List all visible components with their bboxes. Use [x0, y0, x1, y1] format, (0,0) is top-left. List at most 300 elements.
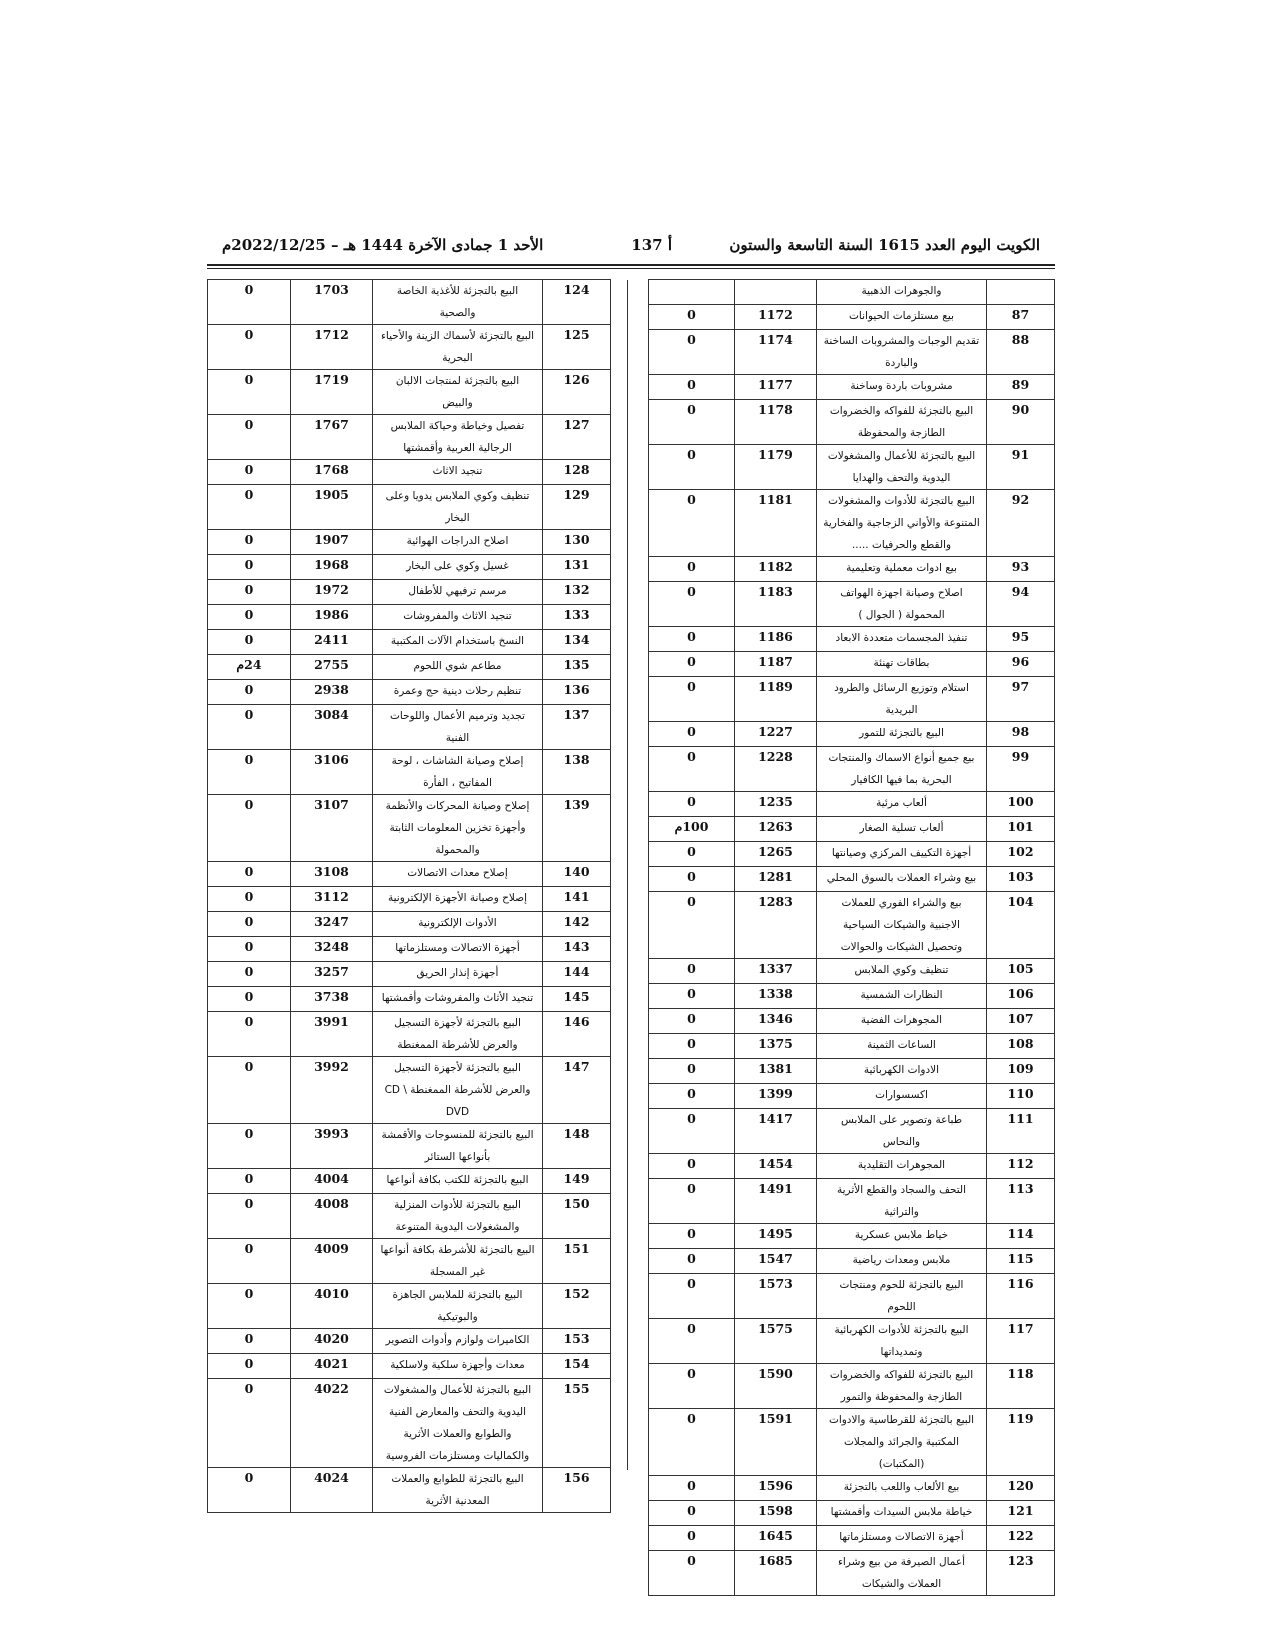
- table-row: [208, 962, 611, 987]
- serial-number: 124: [543, 280, 611, 325]
- fee-value: 0: [649, 330, 735, 375]
- activity-name: البيع بالتجزئة للملابس الجاهزة والبوتيكية: [373, 1284, 543, 1329]
- activity-name: الادوات الكهربائية: [817, 1059, 987, 1084]
- table-row: [649, 1059, 1055, 1084]
- activity-code: 1172: [735, 305, 817, 330]
- fee-value: 0: [208, 1012, 291, 1057]
- table-row: [649, 984, 1055, 1009]
- activity-code: 1187: [735, 652, 817, 677]
- table-row: [649, 817, 1055, 842]
- activity-code: 3993: [291, 1124, 373, 1169]
- activity-code: 1575: [735, 1319, 817, 1364]
- serial-number: 130: [543, 530, 611, 555]
- activity-code: 1179: [735, 445, 817, 490]
- table-row: [649, 280, 1055, 305]
- fee-value: [649, 280, 735, 305]
- activity-code: 4020: [291, 1329, 373, 1354]
- activity-name: المجوهرات الفضية: [817, 1009, 987, 1034]
- serial-number: 97: [987, 677, 1055, 722]
- fee-value: 0: [649, 1364, 735, 1409]
- table-row: [208, 1169, 611, 1194]
- activity-name: تنفيذ المجسمات متعددة الابعاد: [817, 627, 987, 652]
- fee-value: 0: [208, 962, 291, 987]
- fee-value: 0: [649, 1034, 735, 1059]
- table-row: [208, 1354, 611, 1379]
- activity-code: 1491: [735, 1179, 817, 1224]
- serial-number: 154: [543, 1354, 611, 1379]
- activity-name: تنجيد الاثاث: [373, 460, 543, 485]
- table-row: [649, 375, 1055, 400]
- fee-value: 0: [208, 325, 291, 370]
- fee-value: 0: [208, 705, 291, 750]
- serial-number: 155: [543, 1379, 611, 1468]
- table-row: [208, 460, 611, 485]
- table-row: [208, 580, 611, 605]
- activity-code: 1346: [735, 1009, 817, 1034]
- activity-code: 4010: [291, 1284, 373, 1329]
- serial-number: 120: [987, 1476, 1055, 1501]
- activity-code: 3992: [291, 1057, 373, 1124]
- page-header: [222, 236, 1040, 266]
- table-row: [208, 630, 611, 655]
- activity-name: بيع الألعاب واللعب بالتجزئة: [817, 1476, 987, 1501]
- activity-code: 1399: [735, 1084, 817, 1109]
- serial-number: 106: [987, 984, 1055, 1009]
- fee-value: 0: [649, 652, 735, 677]
- fee-value: 0: [208, 280, 291, 325]
- fee-value: 0: [208, 1329, 291, 1354]
- fee-value: 0: [208, 370, 291, 415]
- activity-code: 4022: [291, 1379, 373, 1468]
- fee-value: 0: [208, 795, 291, 862]
- activity-code: 4004: [291, 1169, 373, 1194]
- table-row: [649, 747, 1055, 792]
- activity-name: ألعاب تسلية الصغار: [817, 817, 987, 842]
- activity-code: 3106: [291, 750, 373, 795]
- fee-value: 0: [649, 1526, 735, 1551]
- serial-number: 114: [987, 1224, 1055, 1249]
- table-row: [208, 280, 611, 325]
- fee-value: 0: [208, 987, 291, 1012]
- activity-name: تنجيد الأثاث والمفروشات وأقمشتها: [373, 987, 543, 1012]
- activity-code: 1183: [735, 582, 817, 627]
- activity-code: 2755: [291, 655, 373, 680]
- activity-code: 1596: [735, 1476, 817, 1501]
- table-row: [649, 1551, 1055, 1596]
- activity-name: والجوهرات الذهبية: [817, 280, 987, 305]
- activity-code: 1768: [291, 460, 373, 485]
- activity-name: البيع بالتجزئة للأدوات المنزلية والمشغولات اليدوية المتنوعة: [373, 1194, 543, 1239]
- table-row: [649, 677, 1055, 722]
- activity-code: 1591: [735, 1409, 817, 1476]
- table-row: [208, 987, 611, 1012]
- fee-value: 0: [649, 1274, 735, 1319]
- activity-code: 3257: [291, 962, 373, 987]
- fee-value: 0: [649, 722, 735, 747]
- fee-value: 0: [649, 1319, 735, 1364]
- table-row: [208, 1379, 611, 1468]
- activity-name: تقديم الوجبات والمشروبات الساخنة والباردة: [817, 330, 987, 375]
- serial-number: 109: [987, 1059, 1055, 1084]
- table-row: [649, 1154, 1055, 1179]
- serial-number: 116: [987, 1274, 1055, 1319]
- activity-code: 1228: [735, 747, 817, 792]
- activity-code: 1703: [291, 280, 373, 325]
- table-row: [649, 1501, 1055, 1526]
- table-row: [208, 370, 611, 415]
- fee-value: 0: [208, 1284, 291, 1329]
- serial-number: 127: [543, 415, 611, 460]
- activity-code: 1986: [291, 605, 373, 630]
- activity-name: تنظيف وكوي الملابس: [817, 959, 987, 984]
- activity-code: 4009: [291, 1239, 373, 1284]
- table-row: [649, 892, 1055, 959]
- serial-number: 150: [543, 1194, 611, 1239]
- fee-value: 0: [208, 1379, 291, 1468]
- activity-code: 3107: [291, 795, 373, 862]
- header-rule-thin: [207, 268, 1055, 269]
- fee-value: 0: [208, 937, 291, 962]
- fee-value: 0: [649, 959, 735, 984]
- table-row: [649, 842, 1055, 867]
- activity-code: 3738: [291, 987, 373, 1012]
- serial-number: 101: [987, 817, 1055, 842]
- serial-number: 148: [543, 1124, 611, 1169]
- gazette-issue-title: الكويت اليوم العدد 1615 السنة التاسعة والستون: [729, 236, 1040, 254]
- activity-code: 1590: [735, 1364, 817, 1409]
- activity-code: 3248: [291, 937, 373, 962]
- activity-name: إصلاح وصيانة الشاشات ، لوحة المفاتيح ، الفأرة: [373, 750, 543, 795]
- serial-number: 113: [987, 1179, 1055, 1224]
- activity-code: 1645: [735, 1526, 817, 1551]
- activity-name: أجهزة الاتصالات ومستلزماتها: [817, 1526, 987, 1551]
- fee-value: 0: [649, 445, 735, 490]
- activity-name: البيع بالتجزئة للأدوات الكهربائية وتمديداتها: [817, 1319, 987, 1364]
- table-row: [649, 1274, 1055, 1319]
- activity-code: 1189: [735, 677, 817, 722]
- table-row: [208, 605, 611, 630]
- activity-code: [735, 280, 817, 305]
- table-row: [649, 1084, 1055, 1109]
- serial-number: 143: [543, 937, 611, 962]
- serial-number: 151: [543, 1239, 611, 1284]
- fee-value: 0: [649, 842, 735, 867]
- fee-value: 0: [208, 1169, 291, 1194]
- serial-number: 140: [543, 862, 611, 887]
- fee-value: 0: [649, 557, 735, 582]
- fee-value: 0: [649, 375, 735, 400]
- serial-number: 135: [543, 655, 611, 680]
- activity-name: البيع بالتجزئة للتمور: [817, 722, 987, 747]
- table-row: [208, 655, 611, 680]
- activity-code: 1177: [735, 375, 817, 400]
- activity-code: 1712: [291, 325, 373, 370]
- fee-value: 0: [208, 750, 291, 795]
- activity-code: 1227: [735, 722, 817, 747]
- activity-code: 1375: [735, 1034, 817, 1059]
- table-row: [208, 912, 611, 937]
- table-row: [208, 862, 611, 887]
- table-row: [649, 652, 1055, 677]
- serial-number: 121: [987, 1501, 1055, 1526]
- activity-name: البيع بالتجزئة لأجهزة التسجيل والعرض للأشرطة الممغنطة: [373, 1012, 543, 1057]
- activity-code: 1968: [291, 555, 373, 580]
- table-row: [649, 1526, 1055, 1551]
- serial-number: 149: [543, 1169, 611, 1194]
- serial-number: 137: [543, 705, 611, 750]
- fee-value: 0: [208, 887, 291, 912]
- fee-value: 0: [649, 984, 735, 1009]
- serial-number: 152: [543, 1284, 611, 1329]
- fee-value: 0: [649, 400, 735, 445]
- activity-name: البيع بالتجزئة لمنتجات الالبان والبيض: [373, 370, 543, 415]
- serial-number: 147: [543, 1057, 611, 1124]
- activity-name: البيع بالتجزئة لأجهزة التسجيل والعرض للأشرطة الممغنطة \ CD DVD: [373, 1057, 543, 1124]
- fee-value: 0: [208, 630, 291, 655]
- table-row: [208, 1239, 611, 1284]
- fee-value: 0: [649, 582, 735, 627]
- table-row: [208, 705, 611, 750]
- serial-number: 138: [543, 750, 611, 795]
- activity-name: الأدوات الإلكترونية: [373, 912, 543, 937]
- table-row: [208, 530, 611, 555]
- fee-value: 0: [649, 747, 735, 792]
- table-row: [208, 1057, 611, 1124]
- serial-number: 142: [543, 912, 611, 937]
- table-row: [649, 1224, 1055, 1249]
- activity-code: 1181: [735, 490, 817, 557]
- activity-name: اصلاح وصيانة اجهزة الهواتف المحمولة ( الجوال ): [817, 582, 987, 627]
- activity-code: 1283: [735, 892, 817, 959]
- serial-number: 134: [543, 630, 611, 655]
- serial-number: 102: [987, 842, 1055, 867]
- fee-value: 0: [649, 305, 735, 330]
- fee-value: 0: [649, 490, 735, 557]
- activity-name: النظارات الشمسية: [817, 984, 987, 1009]
- activity-name: البيع بالتجزئة للأغذية الخاصة والصحية: [373, 280, 543, 325]
- fee-value: 0: [649, 1154, 735, 1179]
- activity-name: النسخ باستخدام الآلات المكتبية: [373, 630, 543, 655]
- serial-number: 95: [987, 627, 1055, 652]
- activity-name: معدات وأجهزة سلكية ولاسلكية: [373, 1354, 543, 1379]
- activity-name: طباعة وتصوير على الملابس والنحاس: [817, 1109, 987, 1154]
- fee-value: 0: [208, 530, 291, 555]
- fee-value: 0: [649, 1059, 735, 1084]
- table-row: [649, 1319, 1055, 1364]
- activity-name: تنظيم رحلات دينية حج وعمرة: [373, 680, 543, 705]
- fee-value: 100م: [649, 817, 735, 842]
- serial-number: 131: [543, 555, 611, 580]
- serial-number: 105: [987, 959, 1055, 984]
- activity-code: 3991: [291, 1012, 373, 1057]
- activity-name: البيع بالتجزئة للأعمال والمشغولات اليدوية والتحف والهدايا: [817, 445, 987, 490]
- fee-value: 0: [649, 892, 735, 959]
- serial-number: 117: [987, 1319, 1055, 1364]
- table-row: [649, 305, 1055, 330]
- activity-name: البيع بالتجزئة للأعمال والمشغولات اليدوية والتحف والمعارض الفنية والطوابع والعملات الأثرية والكماليات ومستلزمات الفروسية: [373, 1379, 543, 1468]
- activity-name: ألعاب مرئية: [817, 792, 987, 817]
- activity-code: 1547: [735, 1249, 817, 1274]
- table-row: [208, 325, 611, 370]
- serial-number: 133: [543, 605, 611, 630]
- fee-value: 0: [649, 1224, 735, 1249]
- table-row: [208, 415, 611, 460]
- serial-number: 98: [987, 722, 1055, 747]
- fee-value: 0: [208, 485, 291, 530]
- activity-name: خياط ملابس عسكرية: [817, 1224, 987, 1249]
- activity-name: البيع بالتجزئة للفواكه والخضروات الطازجة والمحفوظة: [817, 400, 987, 445]
- activity-code: 2938: [291, 680, 373, 705]
- fee-value: 0: [649, 1551, 735, 1596]
- serial-number: 99: [987, 747, 1055, 792]
- serial-number: 128: [543, 460, 611, 485]
- table-row: [649, 722, 1055, 747]
- serial-number: 139: [543, 795, 611, 862]
- activity-name: البيع بالتجزئة للحوم ومنتجات اللحوم: [817, 1274, 987, 1319]
- activity-code: 1598: [735, 1501, 817, 1526]
- column-separator: [627, 280, 628, 1470]
- activity-code: 1178: [735, 400, 817, 445]
- serial-number: 107: [987, 1009, 1055, 1034]
- activity-name: البيع بالتجزئة للأشرطة بكافة أنواعها غير المسجلة: [373, 1239, 543, 1284]
- activity-name: تفصيل وخياطة وحياكة الملابس الرجالية العربية وأقمشتها: [373, 415, 543, 460]
- serial-number: 87: [987, 305, 1055, 330]
- serial-number: 122: [987, 1526, 1055, 1551]
- fee-value: 0: [208, 555, 291, 580]
- activity-code: 1182: [735, 557, 817, 582]
- activity-name: مطاعم شوي اللحوم: [373, 655, 543, 680]
- serial-number: 153: [543, 1329, 611, 1354]
- activity-name: مرسم ترفيهي للأطفال: [373, 580, 543, 605]
- table-row: [208, 555, 611, 580]
- fee-value: 24م: [208, 655, 291, 680]
- activity-name: أجهزة الاتصالات ومستلزماتها: [373, 937, 543, 962]
- serial-number: 132: [543, 580, 611, 605]
- activity-name: اصلاح الدراجات الهوائية: [373, 530, 543, 555]
- table-row: [649, 1409, 1055, 1476]
- serial-number: 104: [987, 892, 1055, 959]
- table-row: [208, 1468, 611, 1513]
- activity-code: 1685: [735, 1551, 817, 1596]
- activity-code: 1417: [735, 1109, 817, 1154]
- table-row: [208, 1012, 611, 1057]
- serial-number: 144: [543, 962, 611, 987]
- activity-name: بيع والشراء الفوري للعملات الاجنبية والشيكات السياحية وتحصيل الشيكات والحوالات: [817, 892, 987, 959]
- activity-name: تجديد وترميم الأعمال واللوحات الفنية: [373, 705, 543, 750]
- activity-name: أعمال الصيرفة من بيع وشراء العملات والشيكات: [817, 1551, 987, 1596]
- activity-code: 1495: [735, 1224, 817, 1249]
- activity-code: 1719: [291, 370, 373, 415]
- table-row: [649, 1009, 1055, 1034]
- page-number: أ 137: [631, 236, 672, 254]
- fee-value: 0: [208, 415, 291, 460]
- table-row: [649, 1364, 1055, 1409]
- table-row: [649, 330, 1055, 375]
- activity-name: البيع بالتجزئة للكتب بكافة أنواعها: [373, 1169, 543, 1194]
- activity-code: 1281: [735, 867, 817, 892]
- activity-code: 1767: [291, 415, 373, 460]
- serial-number: 92: [987, 490, 1055, 557]
- activity-name: بيع وشراء العملات بالسوق المحلي: [817, 867, 987, 892]
- table-row: [208, 1194, 611, 1239]
- activity-name: إصلاح معدات الاتصالات: [373, 862, 543, 887]
- serial-number: 94: [987, 582, 1055, 627]
- activity-code: 1235: [735, 792, 817, 817]
- serial-number: 111: [987, 1109, 1055, 1154]
- activity-code: 3108: [291, 862, 373, 887]
- table-row: [649, 582, 1055, 627]
- table-row: [649, 1109, 1055, 1154]
- serial-number: 112: [987, 1154, 1055, 1179]
- serial-number: 110: [987, 1084, 1055, 1109]
- serial-number: 146: [543, 1012, 611, 1057]
- table-row: [649, 792, 1055, 817]
- activity-code: 1174: [735, 330, 817, 375]
- table-row: [649, 445, 1055, 490]
- fee-value: 0: [649, 1249, 735, 1274]
- serial-number: 93: [987, 557, 1055, 582]
- activity-name: أجهزة إنذار الحريق: [373, 962, 543, 987]
- activity-name: خياطة ملابس السيدات وأقمشتها: [817, 1501, 987, 1526]
- serial-number: 115: [987, 1249, 1055, 1274]
- fee-value: 0: [208, 1239, 291, 1284]
- activity-name: أجهزة التكييف المركزي وصيانتها: [817, 842, 987, 867]
- activity-name: بيع مستلزمات الحيوانات: [817, 305, 987, 330]
- activity-name: استلام وتوزيع الرسائل والطرود البريدية: [817, 677, 987, 722]
- serial-number: 118: [987, 1364, 1055, 1409]
- fee-value: 0: [649, 627, 735, 652]
- activity-code: 4024: [291, 1468, 373, 1513]
- serial-number: 141: [543, 887, 611, 912]
- table-row: [208, 1329, 611, 1354]
- activity-name: البيع بالتجزئة للمنسوجات والأقمشة بأنواعها الستائر: [373, 1124, 543, 1169]
- activity-code: 3112: [291, 887, 373, 912]
- activity-code: 1265: [735, 842, 817, 867]
- table-row: [208, 680, 611, 705]
- activity-name: اكسسوارات: [817, 1084, 987, 1109]
- table-row: [649, 959, 1055, 984]
- activity-name: إصلاح وصيانة الأجهزة الإلكترونية: [373, 887, 543, 912]
- serial-number: 145: [543, 987, 611, 1012]
- serial-number: [987, 280, 1055, 305]
- activity-code: 4008: [291, 1194, 373, 1239]
- activity-name: البيع بالتجزئة للأدوات والمشغولات المتنوعة والأواني الزجاجية والفخارية والقطع والحرفيات .....: [817, 490, 987, 557]
- activity-name: التحف والسجاد والقطع الأثرية والتراثية: [817, 1179, 987, 1224]
- issue-date: الأحد 1 جمادى الآخرة 1444 هـ – 2022/12/25م: [222, 236, 544, 254]
- table-row: [208, 750, 611, 795]
- activity-code: 1905: [291, 485, 373, 530]
- serial-number: 88: [987, 330, 1055, 375]
- serial-number: 136: [543, 680, 611, 705]
- table-row: [208, 795, 611, 862]
- table-row: [208, 1284, 611, 1329]
- serial-number: 100: [987, 792, 1055, 817]
- serial-number: 129: [543, 485, 611, 530]
- fee-value: 0: [208, 1468, 291, 1513]
- fee-value: 0: [208, 580, 291, 605]
- table-row: [208, 1124, 611, 1169]
- fee-value: 0: [208, 862, 291, 887]
- serial-number: 90: [987, 400, 1055, 445]
- activity-name: بيع ادوات معملية وتعليمية: [817, 557, 987, 582]
- fee-value: 0: [649, 1476, 735, 1501]
- table-row: [649, 400, 1055, 445]
- fee-value: 0: [208, 680, 291, 705]
- fee-value: 0: [208, 1194, 291, 1239]
- table-row: [649, 1034, 1055, 1059]
- activities-table-left: [207, 279, 611, 1513]
- activity-code: 1337: [735, 959, 817, 984]
